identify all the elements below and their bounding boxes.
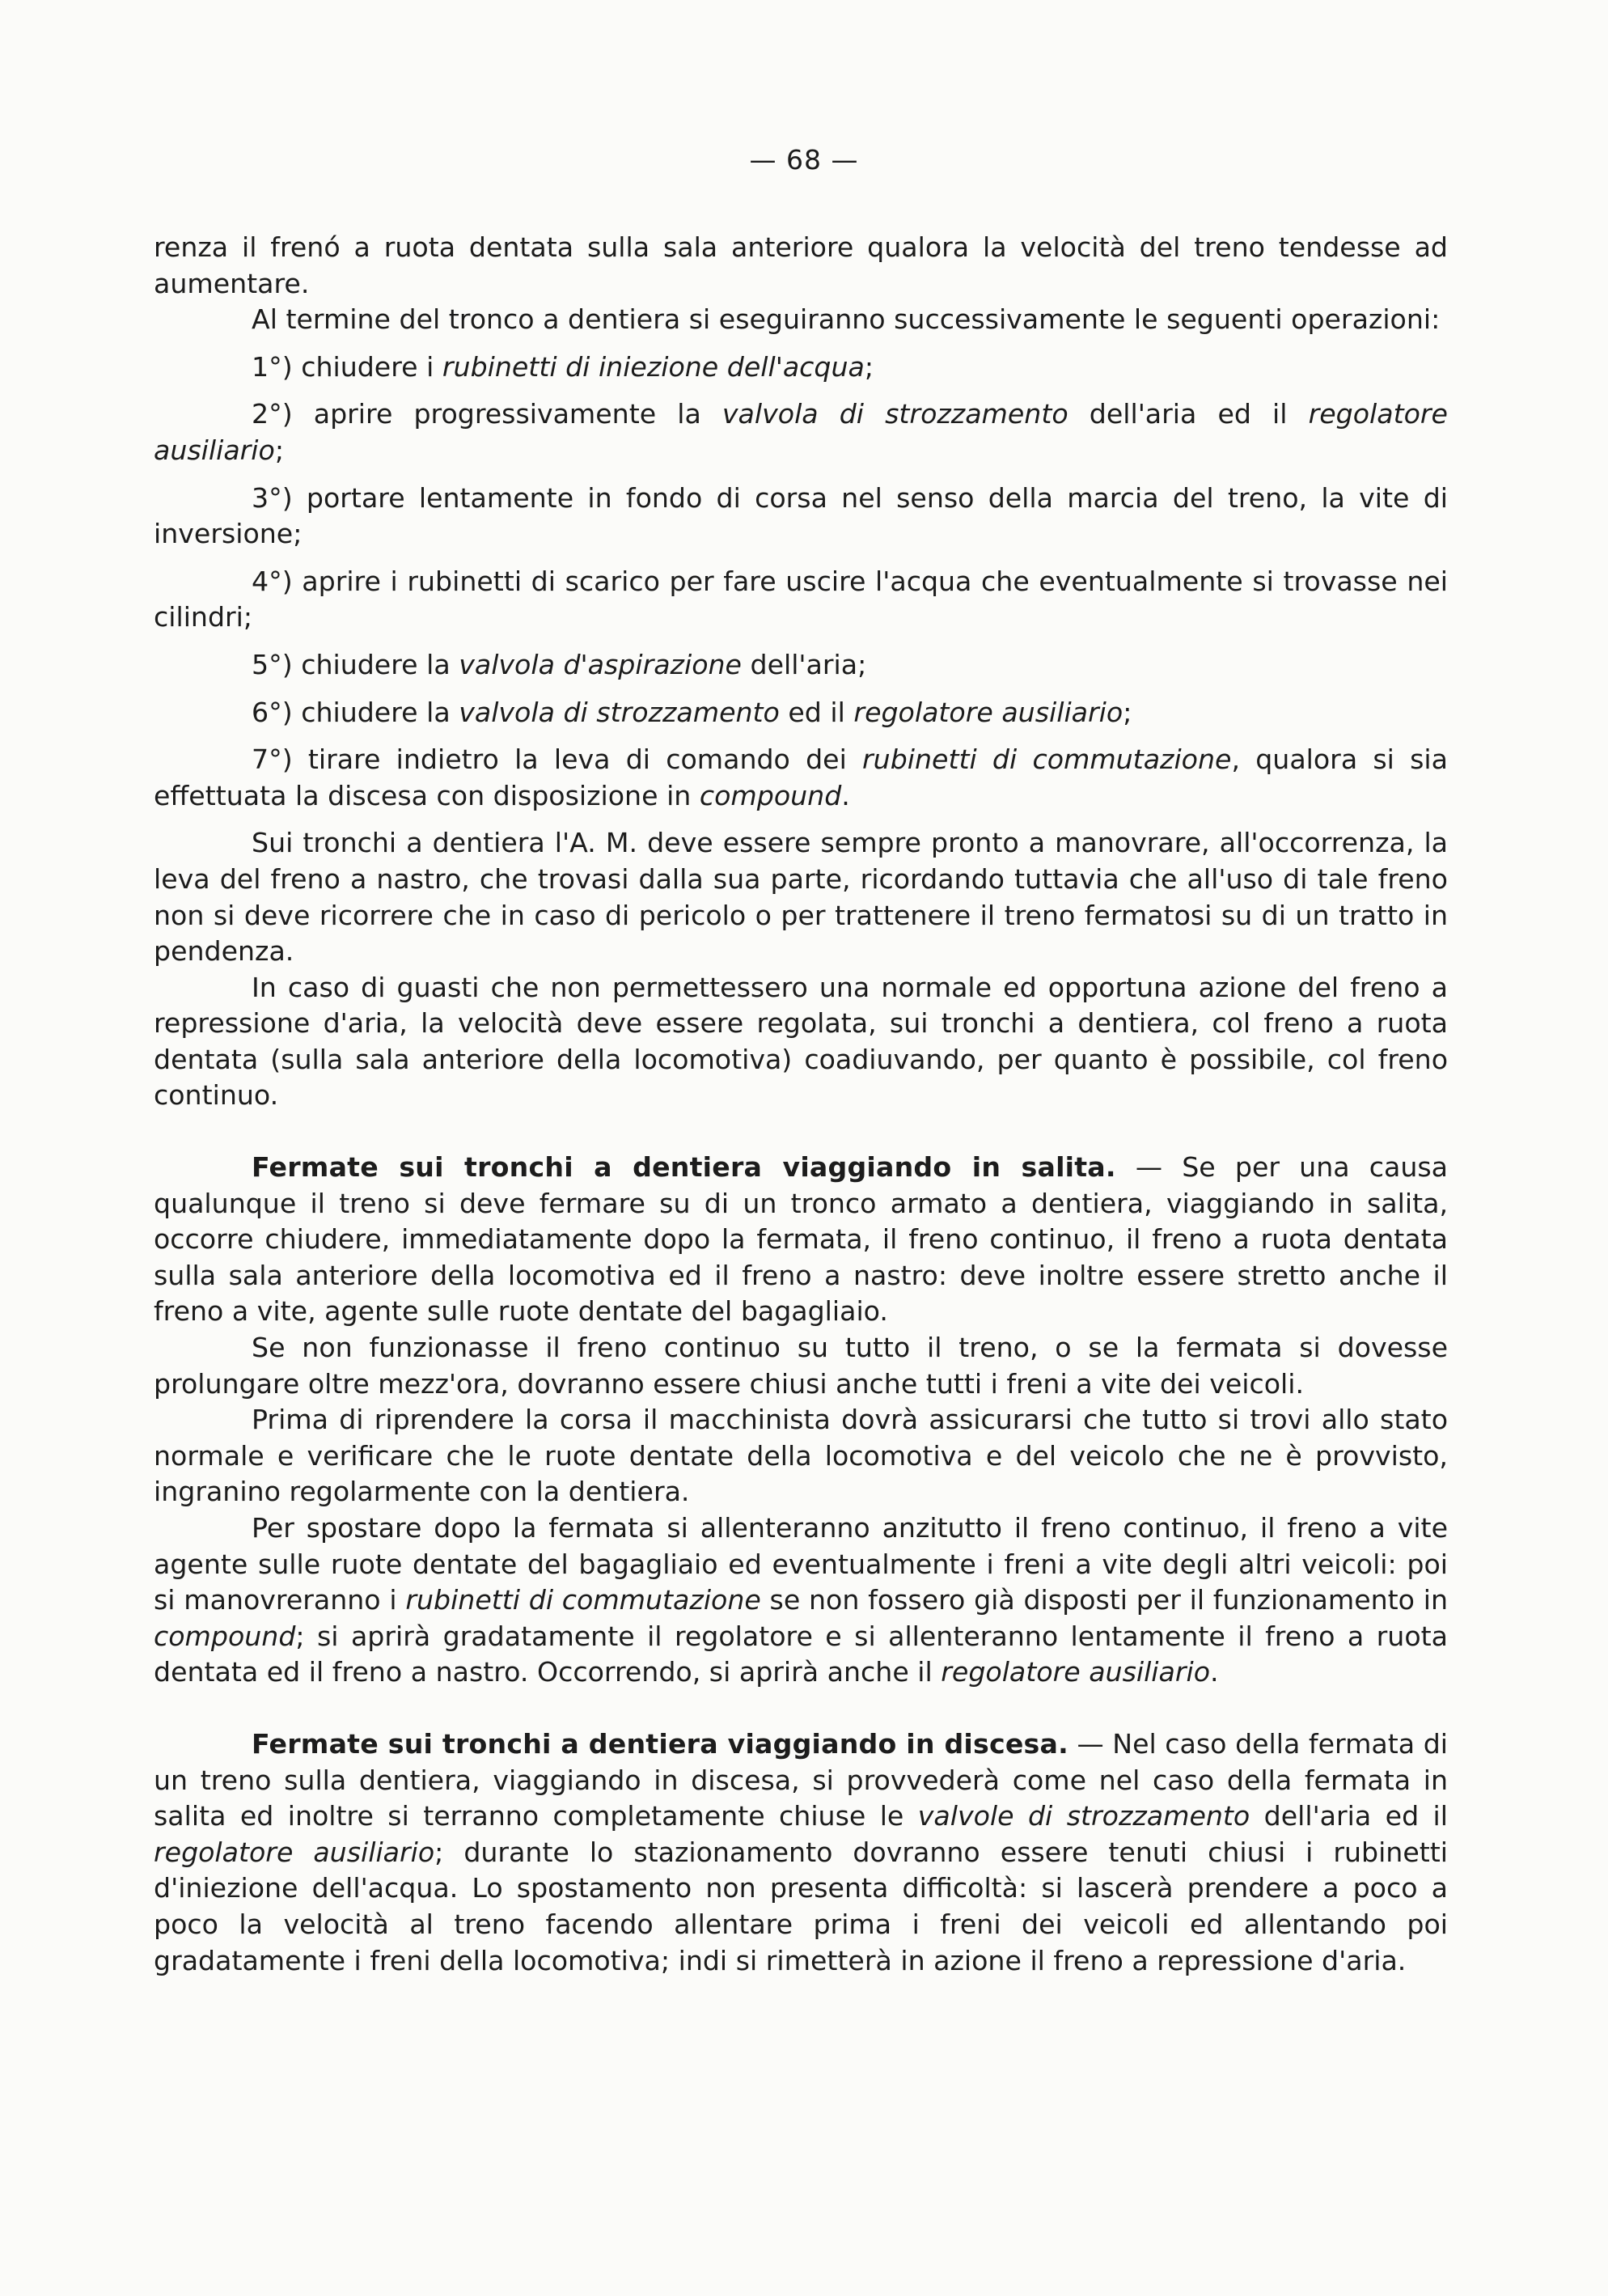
list-item-6: 6°) chiudere la valvola di strozzamento ed il regolatore ausiliario; — [252, 696, 1132, 728]
paragraph-continuous-brake: Se non funzionasse il freno continuo su tutto il treno, o se la fermata si dovesse prolungare oltre mezz'ora, dovranno essere chiusi anche tutti i freni a vite dei veicoli. — [154, 1332, 1448, 1400]
section-stops-uphill: Fermate sui tronchi a dentiera viaggiando in salita. — Se per una causa qualunque il treno si deve fermare su di un tronco armato a dentiera, viaggiando in salita, occorre chiudere, immediatamente dopo la fermata, il freno continuo, il freno a ruota dentata sulla sala anteriore della locomotiva ed il freno a nastro: deve inoltre essere stretto anche il freno a vite, agente sulle ruote dentate del bagagliaio. — [154, 1151, 1448, 1328]
list-item-3: 3°) portare lentamente in fondo di corsa nel senso della marcia del treno, la vite di inversione; — [154, 481, 1448, 550]
paragraph-resume-check: Prima di riprendere la corsa il macchinista dovrà assicurarsi che tutto si trovi allo stato normale e verificare che le ruote dentate della locomotiva e del veicolo che ne è provvisto, ingranino regolarmente con la dentiera. — [154, 1404, 1448, 1508]
page-number: — 68 — — [749, 144, 859, 176]
page-body — [154, 230, 1448, 1979]
paragraph-restart-procedure: Per spostare dopo la fermata si allenteranno anzitutto il freno continuo, il freno a vite agente sulle ruote dentate del bagagliaio ed eventualmente i freni a vite degli altri veicoli: poi si manovreranno i rubinetti di commutazione se non fossero già disposti per il funzionamento in compound; si aprirà gradatamente il regolatore e si allenteranno lentamente il freno a ruota dentata ed il freno a nastro. Occorrendo, si aprirà anche il regolatore ausiliario. — [154, 1512, 1448, 1688]
list-item-4: 4°) aprire i rubinetti di scarico per fare uscire l'acqua che eventualmente si trovasse nei cilindri; — [154, 565, 1448, 633]
paragraph-band-brake: Sui tronchi a dentiera l'A. M. deve essere sempre pronto a manovrare, all'occorrenza, la leva del freno a nastro, che trovasi dalla sua parte, ricordando tuttavia che all'uso di tale freno non si deve ricorrere che in caso di pericolo o per trattenere il treno fermatosi su di un tratto in pendenza. — [154, 827, 1448, 968]
list-item-2: 2°) aprire progressivamente la valvola di strozzamento dell'aria ed il regolatore ausiliario; — [154, 398, 1448, 466]
section-heading-uphill: Fermate sui tronchi a dentiera viaggiando in salita. — [252, 1151, 1116, 1184]
paragraph-continuation: renza il frenó a ruota dentata sulla sala anteriore qualora la velocità del treno tendesse ad aumentare. — [154, 231, 1448, 299]
section-heading-downhill: Fermate sui tronchi a dentiera viaggiando in discesa. — [252, 1727, 1068, 1760]
section-stops-downhill: Fermate sui tronchi a dentiera viaggiando in discesa. — Nel caso della fermata di un treno sulla dentiera, viaggiando in discesa, si provvederà come nel caso della fermata in salita ed inoltre si terranno completamente chiuse le valvole di strozzamento dell'aria ed il regolatore ausiliario; durante lo stazionamento dovranno essere tenuti chiusi i rubinetti d'iniezione dell'acqua. Lo spostamento non presenta difficoltà: si lascerà prendere a poco a poco la velocità al treno facendo allentare prima i freni dei veicoli ed allentando poi gradatamente i freni della locomotiva; indi si rimetterà in azione il freno a repressione d'aria. — [154, 1727, 1448, 1976]
paragraph-intro-operations: Al termine del tronco a dentiera si eseguiranno successivamente le seguenti operazioni: — [252, 303, 1441, 336]
list-item-7: 7°) tirare indietro la leva di comando dei rubinetti di commutazione, qualora si sia effettuata la discesa con disposizione in compound. — [154, 743, 1448, 811]
paragraph-brake-failure: In caso di guasti che non permettessero una normale ed opportuna azione del freno a repressione d'aria, la velocità deve essere regolata, sui tronchi a dentiera, col freno a ruota dentata (sulla sala anteriore della locomotiva) coadiuvando, per quanto è possibile, col freno continuo. — [154, 971, 1448, 1112]
list-item-1: 1°) chiudere i rubinetti di iniezione dell'acqua; — [252, 350, 874, 383]
list-item-5: 5°) chiudere la valvola d'aspirazione dell'aria; — [252, 648, 867, 680]
